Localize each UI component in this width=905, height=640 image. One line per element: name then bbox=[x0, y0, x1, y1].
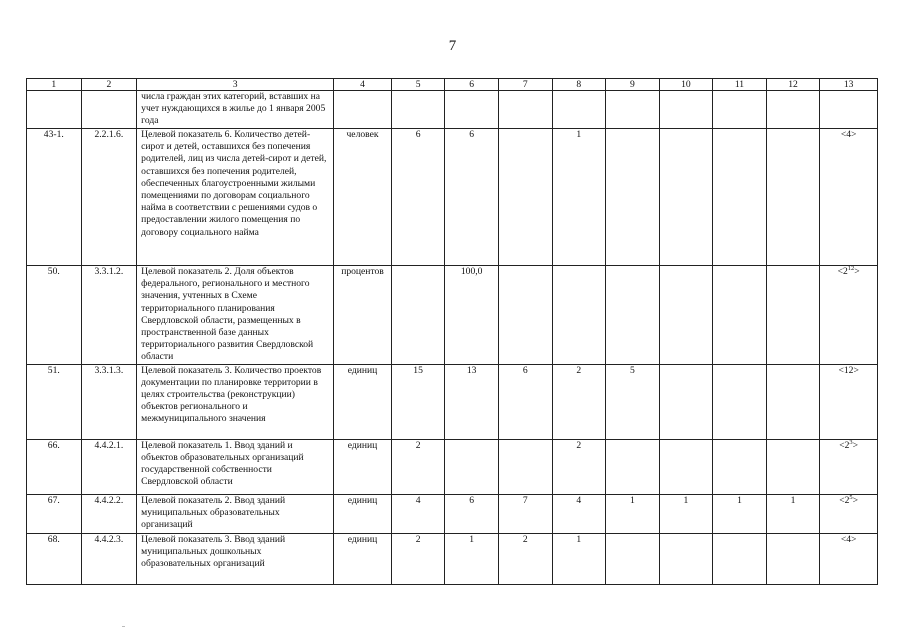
table-row bbox=[27, 266, 878, 365]
row-value bbox=[552, 266, 606, 365]
row-value: 2 bbox=[391, 439, 445, 494]
row-value: 1 bbox=[552, 129, 606, 266]
row-value bbox=[606, 266, 660, 365]
row-code: 2.2.1.6. bbox=[81, 129, 137, 266]
note-superscript: 3 bbox=[849, 439, 853, 446]
row-unit: человек bbox=[334, 129, 392, 266]
row-number: 66. bbox=[27, 439, 82, 494]
row-value: 1 bbox=[713, 494, 767, 533]
row-value bbox=[606, 91, 660, 129]
row-value bbox=[391, 91, 445, 129]
row-value: 15 bbox=[391, 364, 445, 439]
note-tail: > bbox=[854, 266, 860, 277]
row-value: 1 bbox=[659, 494, 713, 533]
column-header: 3 bbox=[137, 79, 334, 91]
note-superscript: 12 bbox=[847, 265, 855, 272]
row-code: 4.4.2.3. bbox=[81, 533, 137, 584]
row-value: 6 bbox=[445, 129, 499, 266]
column-header: 4 bbox=[334, 79, 392, 91]
row-value bbox=[713, 91, 767, 129]
row-value bbox=[659, 91, 713, 129]
row-value bbox=[498, 266, 552, 365]
row-value bbox=[766, 364, 820, 439]
row-description: Целевой показатель 3. Ввод зданий муниципальных дошкольных образовательных организаций bbox=[137, 533, 334, 584]
note-text: <2 bbox=[837, 266, 848, 277]
note-text: <4 bbox=[840, 533, 852, 545]
row-description: Целевой показатель 2. Доля объектов федерального, регионального и местного значения, учтенных в Схеме территориального планирования Свердловской области, размещенных в пространственной базе данных территориального развития Свердловской области bbox=[137, 266, 334, 365]
row-value: 4 bbox=[391, 494, 445, 533]
column-header: 6 bbox=[445, 79, 499, 91]
row-value bbox=[498, 439, 552, 494]
row-value bbox=[713, 364, 767, 439]
row-code bbox=[81, 91, 137, 129]
row-value: 100,0 bbox=[445, 266, 499, 365]
row-description: Целевой показатель 6. Количество детей-сирот и детей, оставшихся без попечения родителей, лиц из числа детей-сирот и детей, оставшихся без попечения родителей, обеспеченных благоустроенными жилыми помещениями по договорам социального найма в соответствии с решениями судов о предоставлении жилого помещения по договору социального найма bbox=[137, 129, 334, 266]
note-tail: > bbox=[852, 494, 859, 506]
column-header: 10 bbox=[659, 79, 713, 91]
row-description: Целевой показатель 2. Ввод зданий муниципальных образовательных организаций bbox=[137, 494, 334, 533]
row-value bbox=[766, 129, 820, 266]
row-value bbox=[445, 91, 499, 129]
row-value: 1 bbox=[552, 533, 606, 584]
row-unit: единиц bbox=[334, 533, 392, 584]
row-value bbox=[445, 439, 499, 494]
row-value: 5 bbox=[606, 364, 660, 439]
table-row bbox=[27, 533, 878, 584]
note-text: <2 bbox=[839, 494, 850, 506]
row-value bbox=[606, 439, 660, 494]
column-header: 12 bbox=[766, 79, 820, 91]
row-unit bbox=[334, 91, 392, 129]
row-number: 68. bbox=[27, 533, 82, 584]
row-code: 4.4.2.1. bbox=[81, 439, 137, 494]
page-number: 7 bbox=[448, 38, 457, 54]
note-tail: > bbox=[852, 439, 859, 451]
row-number bbox=[27, 91, 82, 129]
row-number: 43-1. bbox=[27, 129, 82, 266]
row-description: Целевой показатель 1. Ввод зданий и объектов образовательных организаций государственной собственности Свердловской области bbox=[137, 439, 334, 494]
column-header: 7 bbox=[498, 79, 552, 91]
row-value bbox=[766, 533, 820, 584]
row-number: 50. bbox=[27, 266, 82, 365]
row-unit: процентов bbox=[334, 266, 392, 365]
row-value bbox=[713, 439, 767, 494]
row-note bbox=[820, 91, 878, 129]
row-value: 7 bbox=[498, 494, 552, 533]
row-value: 6 bbox=[445, 494, 499, 533]
note-tail: > bbox=[853, 364, 859, 376]
row-note bbox=[820, 439, 878, 494]
row-value bbox=[391, 266, 445, 365]
row-code: 4.4.2.2. bbox=[81, 494, 137, 533]
column-header: 9 bbox=[606, 79, 660, 91]
row-unit: единиц bbox=[334, 494, 392, 533]
row-value bbox=[606, 533, 660, 584]
row-value bbox=[606, 129, 660, 266]
column-header: 11 bbox=[713, 79, 767, 91]
note-text: <4 bbox=[840, 129, 852, 140]
column-header: 2 bbox=[81, 79, 137, 91]
row-value: 1 bbox=[606, 494, 660, 533]
row-value bbox=[713, 533, 767, 584]
row-value bbox=[659, 266, 713, 365]
column-header: 8 bbox=[552, 79, 606, 91]
row-description: Целевой показатель 3. Количество проектов документации по планировке территории в целях строительства (реконструкции) объектов регионального и межмуниципального значения bbox=[137, 364, 334, 439]
note-text: <12 bbox=[838, 364, 854, 376]
row-code: 3.3.1.2. bbox=[81, 266, 137, 365]
row-value: 2 bbox=[498, 533, 552, 584]
note-superscript: 5 bbox=[849, 494, 853, 501]
row-value bbox=[552, 91, 606, 129]
row-value: 6 bbox=[391, 129, 445, 266]
row-value: 13 bbox=[445, 364, 499, 439]
column-header: 13 bbox=[820, 79, 878, 91]
row-value bbox=[659, 129, 713, 266]
row-value: 4 bbox=[552, 494, 606, 533]
table-row bbox=[27, 129, 878, 266]
row-note bbox=[820, 533, 878, 584]
row-code: 3.3.1.3. bbox=[81, 364, 137, 439]
row-note bbox=[820, 129, 878, 266]
row-note bbox=[820, 494, 878, 533]
table-row bbox=[27, 364, 878, 439]
column-header: 5 bbox=[391, 79, 445, 91]
table-row bbox=[27, 439, 878, 494]
row-note bbox=[820, 266, 878, 365]
row-value: 2 bbox=[391, 533, 445, 584]
row-value bbox=[766, 266, 820, 365]
row-value: 6 bbox=[498, 364, 552, 439]
row-value bbox=[498, 91, 552, 129]
row-description: числа граждан этих категорий, вставших на учет нуждающихся в жилье до 1 января 2005 года bbox=[137, 91, 334, 129]
row-number: 51. bbox=[27, 364, 82, 439]
note-text: <2 bbox=[839, 439, 850, 451]
row-note bbox=[820, 364, 878, 439]
row-value bbox=[659, 533, 713, 584]
row-unit: единиц bbox=[334, 364, 392, 439]
row-value bbox=[766, 439, 820, 494]
table-header-row bbox=[27, 79, 878, 91]
row-number: 67. bbox=[27, 494, 82, 533]
note-tail: > bbox=[851, 129, 857, 140]
row-value bbox=[659, 364, 713, 439]
row-value bbox=[766, 91, 820, 129]
column-header: 1 bbox=[27, 79, 82, 91]
row-value: 1 bbox=[445, 533, 499, 584]
table-row bbox=[27, 494, 878, 533]
row-value bbox=[713, 266, 767, 365]
row-value: 2 bbox=[552, 364, 606, 439]
row-unit: единиц bbox=[334, 439, 392, 494]
row-value: 1 bbox=[766, 494, 820, 533]
note-tail: > bbox=[851, 533, 857, 545]
row-value bbox=[498, 129, 552, 266]
table-row bbox=[27, 91, 878, 129]
row-value bbox=[713, 129, 767, 266]
indicators-table bbox=[26, 78, 878, 585]
scan-speck bbox=[122, 626, 125, 627]
row-value: 2 bbox=[552, 439, 606, 494]
row-value bbox=[659, 439, 713, 494]
